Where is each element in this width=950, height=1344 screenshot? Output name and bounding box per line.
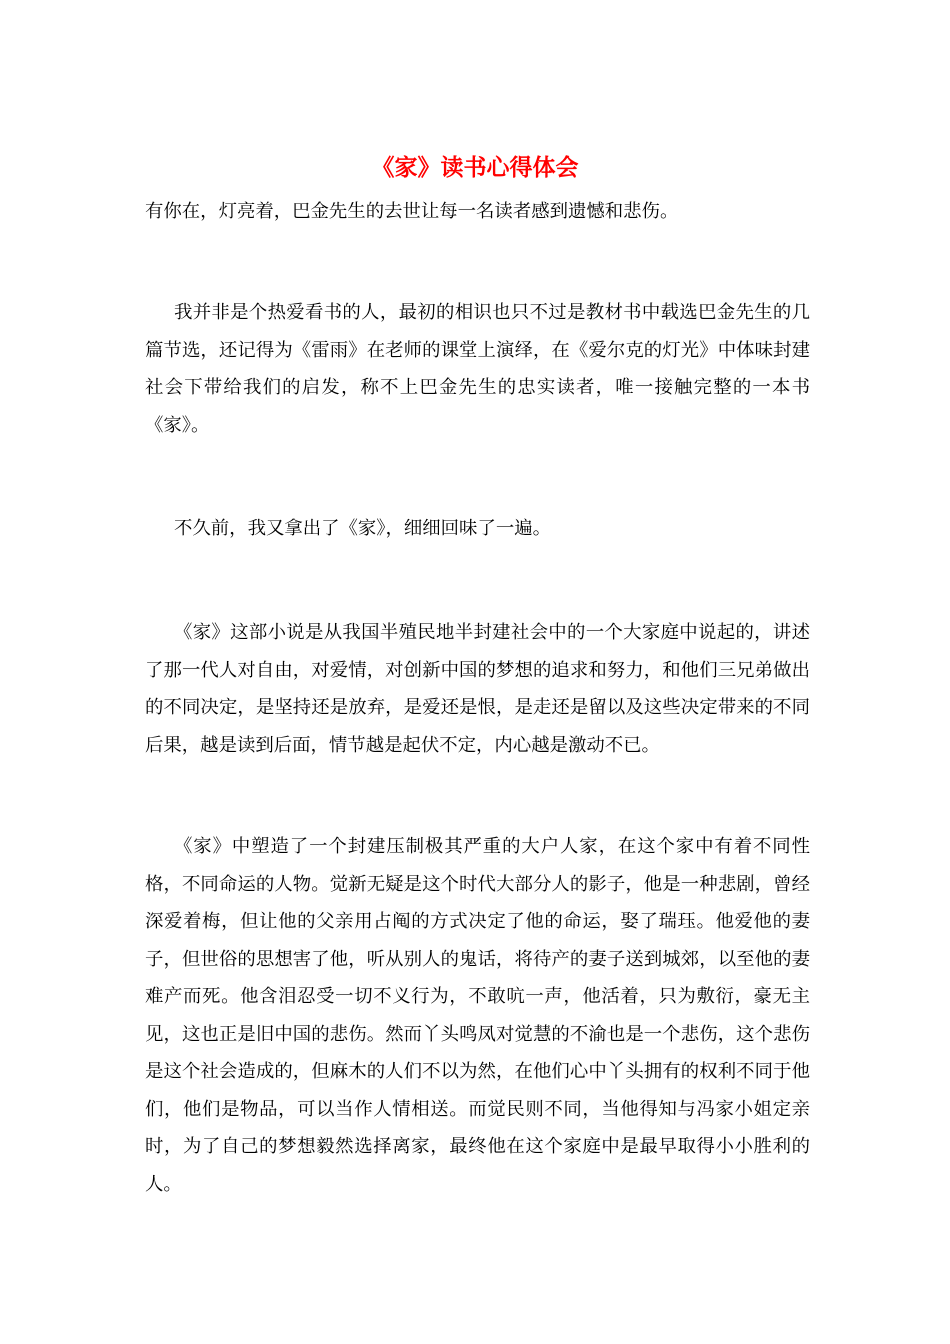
body-paragraph: 《家》中塑造了一个封建压制极其严重的大户人家，在这个家中有着不同性格，不同命运的人物。觉新无疑是这个时代大部分人的影子，他是一种悲剧，曾经深爱着梅，但让他的父亲用占阄的方式决定了他的命运，娶了瑞珏。他爱他的妻子，但世俗的思想害了他，听从别人的鬼话，将待产的妻子送到城郊，以至他的妻难产而死。他含泪忍受一切不义行为，不敢吭一声，他活着，只为敷衍，豪无主见，这也正是旧中国的悲伤。然而丫头鸣凤对觉慧的不渝也是一个悲伤，这个悲伤是这个社会造成的，但麻木的人们不以为然，在他们心中丫头拥有的权利不同于他们，他们是物品，可以当作人情相送。而觉民则不同，当他得知与冯家小姐定亲时，为了自己的梦想毅然选择离家，最终他在这个家庭中是最早取得小小胜利的人。 bbox=[145, 836, 810, 1195]
body-paragraph: 我并非是个热爱看书的人，最初的相识也只不过是教材书中载选巴金先生的几篇节选，还记得为《雷雨》在老师的课堂上演绎，在《爱尔克的灯光》中体味封建社会下带给我们的启发，称不上巴金先生的忠实读者，唯一接触完整的一本书《家》。 bbox=[145, 302, 810, 436]
document-title: 《家》读书心得体会 bbox=[371, 154, 579, 181]
body-paragraph: 《家》这部小说是从我国半殖民地半封建社会中的一个大家庭中说起的，讲述了那一代人对自由，对爱情，对创新中国的梦想的追求和努力，和他们三兄弟做出的不同决定，是坚持还是放弃，是爱还是恨，是走还是留以及这些决定带来的不同后果，越是读到后面，情节越是起伏不定，内心越是激动不已。 bbox=[145, 622, 810, 756]
intro-paragraph: 有你在，灯亮着，巴金先生的去世让每一名读者感到遗憾和悲伤。 bbox=[145, 201, 679, 222]
body-paragraph: 不久前，我又拿出了《家》，细细回味了一遍。 bbox=[174, 518, 552, 539]
